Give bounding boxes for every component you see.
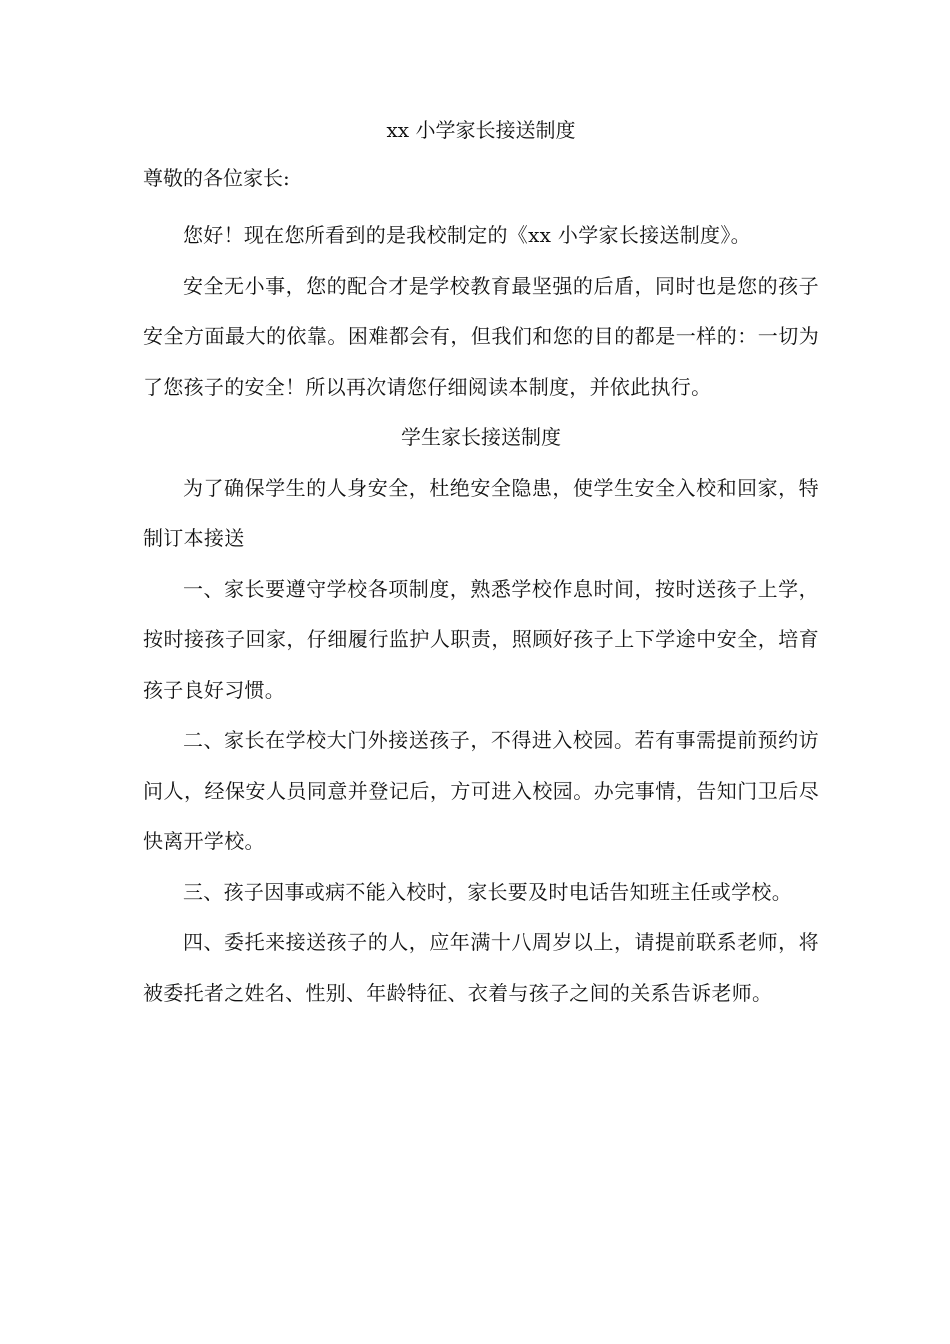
rule-item-1: 一、家长要遵守学校各项制度，熟悉学校作息时间，按时送孩子上学，按时接孩子回家，仔细履行监护人职责，照顾好孩子上下学途中安全，培育孩子良好习惯。 xyxy=(143,576,819,702)
document-page xyxy=(143,112,819,1018)
salutation: 尊敬的各位家长: xyxy=(143,166,290,190)
rule-item-3: 三、孩子因事或病不能入校时，家长要及时电话告知班主任或学校。 xyxy=(183,879,792,904)
rules-preamble: 为了确保学生的人身安全，杜绝安全隐患，使学生安全入校和回家，特制订本接送 xyxy=(143,475,819,550)
rule-item-4: 四、委托来接送孩子的人，应年满十八周岁以上，请提前联系老师，将被委托者之姓名、性别、年龄特征、衣着与孩子之间的关系告诉老师。 xyxy=(143,930,819,1005)
rule-item-2: 二、家长在学校大门外接送孩子，不得进入校园。若有事需提前预约访问人，经保安人员同意并登记后，方可进入校园。办完事情，告知门卫后尽快离开学校。 xyxy=(143,728,819,853)
document-title: xx 小学家长接送制度 xyxy=(386,118,576,142)
intro-paragraph-greeting: 您好！现在您所看到的是我校制定的《xx 小学家长接送制度》。 xyxy=(183,223,751,247)
intro-paragraph-safety: 安全无小事，您的配合才是学校教育最坚强的后盾，同时也是您的孩子安全方面最大的依靠。困难都会有，但我们和您的目的都是一样的：一切为了您孩子的安全！所以再次请您仔细阅读本制度，并依此执行。 xyxy=(143,273,819,399)
section-subtitle: 学生家长接送制度 xyxy=(401,425,561,449)
